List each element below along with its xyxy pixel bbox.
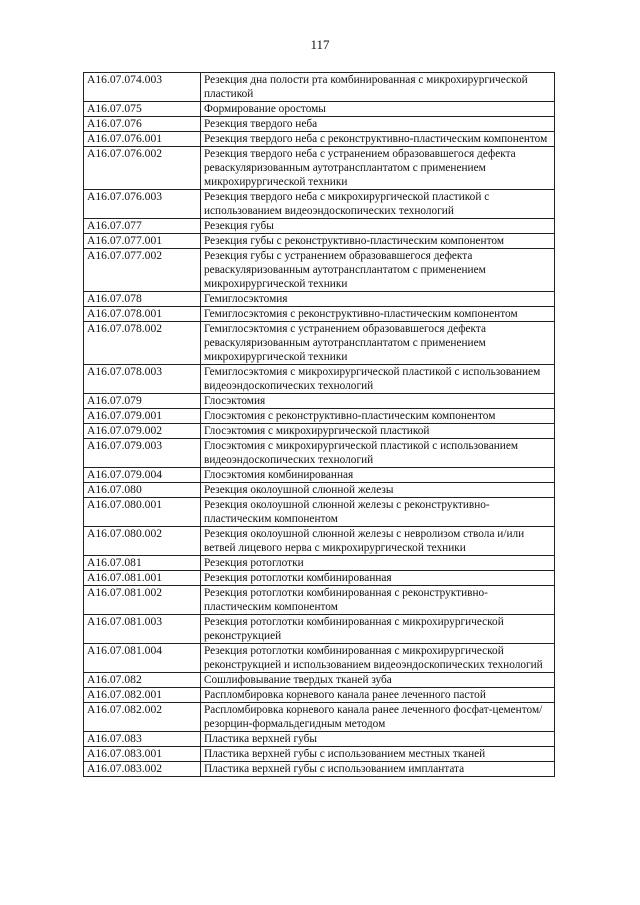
table-row bbox=[84, 365, 555, 394]
service-code-cell: A16.07.078 bbox=[84, 292, 201, 307]
service-name-cell: Резекция губы bbox=[201, 219, 555, 234]
table-row bbox=[84, 292, 555, 307]
table-row bbox=[84, 615, 555, 644]
service-name-cell: Резекция ротоглотки комбинированная с микрохирургической реконструкцией и использованием видеоэндоскопических технологий bbox=[201, 644, 555, 673]
table-row bbox=[84, 644, 555, 673]
table-row bbox=[84, 424, 555, 439]
table-row bbox=[84, 409, 555, 424]
service-code-cell: A16.07.079.002 bbox=[84, 424, 201, 439]
service-name-cell: Резекция твердого неба bbox=[201, 117, 555, 132]
service-code-cell: A16.07.077.002 bbox=[84, 249, 201, 292]
service-code-cell: A16.07.081.001 bbox=[84, 571, 201, 586]
service-name-cell: Глосэктомия с реконструктивно-пластическим компонентом bbox=[201, 409, 555, 424]
service-code-cell: A16.07.081.002 bbox=[84, 586, 201, 615]
service-name-cell: Пластика верхней губы с использованием имплантата bbox=[201, 762, 555, 777]
table-row bbox=[84, 673, 555, 688]
service-name-cell: Резекция ротоглотки комбинированная с реконструктивно-пластическим компонентом bbox=[201, 586, 555, 615]
table-row bbox=[84, 527, 555, 556]
service-code-cell: A16.07.076.003 bbox=[84, 190, 201, 219]
table-row bbox=[84, 249, 555, 292]
service-code-cell: A16.07.082 bbox=[84, 673, 201, 688]
service-name-cell: Резекция ротоглотки комбинированная с микрохирургической реконструкцией bbox=[201, 615, 555, 644]
table-row bbox=[84, 132, 555, 147]
service-code-cell: A16.07.077 bbox=[84, 219, 201, 234]
service-name-cell: Гемиглосэктомия с микрохирургической пластикой с использованием видеоэндоскопических технологий bbox=[201, 365, 555, 394]
table-row bbox=[84, 439, 555, 468]
service-code-cell: A16.07.083 bbox=[84, 732, 201, 747]
service-name-cell: Гемиглосэктомия с устранением образовавшегося дефекта реваскуляризованным аутотрансплантатом с применением микрохирургической техники bbox=[201, 322, 555, 365]
service-name-cell: Сошлифовывание твердых тканей зуба bbox=[201, 673, 555, 688]
table-row bbox=[84, 586, 555, 615]
service-name-cell: Глосэктомия с микрохирургической пластикой bbox=[201, 424, 555, 439]
service-code-cell: A16.07.081 bbox=[84, 556, 201, 571]
table-row bbox=[84, 322, 555, 365]
table-row bbox=[84, 703, 555, 732]
table-body bbox=[84, 73, 555, 777]
service-code-cell: A16.07.079.001 bbox=[84, 409, 201, 424]
service-name-cell: Глосэктомия с микрохирургической пластикой с использованием видеоэндоскопических технологий bbox=[201, 439, 555, 468]
service-code-cell: A16.07.078.001 bbox=[84, 307, 201, 322]
service-code-cell: A16.07.078.003 bbox=[84, 365, 201, 394]
service-code-cell: A16.07.079.003 bbox=[84, 439, 201, 468]
service-code-cell: A16.07.079 bbox=[84, 394, 201, 409]
service-code-cell: A16.07.074.003 bbox=[84, 73, 201, 102]
table-row bbox=[84, 498, 555, 527]
service-codes-table bbox=[83, 72, 555, 777]
service-name-cell: Гемиглосэктомия bbox=[201, 292, 555, 307]
service-name-cell: Распломбировка корневого канала ранее леченного пастой bbox=[201, 688, 555, 703]
service-code-cell: A16.07.083.001 bbox=[84, 747, 201, 762]
table-row bbox=[84, 556, 555, 571]
table-row bbox=[84, 394, 555, 409]
service-name-cell: Резекция губы с устранением образовавшегося дефекта реваскуляризованным аутотрансплантатом с применением микрохирургической техники bbox=[201, 249, 555, 292]
table-row bbox=[84, 762, 555, 777]
service-name-cell: Резекция околоушной слюнной железы с реконструктивно-пластическим компонентом bbox=[201, 498, 555, 527]
service-code-cell: A16.07.076.001 bbox=[84, 132, 201, 147]
table-row bbox=[84, 571, 555, 586]
table-row bbox=[84, 688, 555, 703]
table-row bbox=[84, 468, 555, 483]
service-code-cell: A16.07.078.002 bbox=[84, 322, 201, 365]
service-name-cell: Гемиглосэктомия с реконструктивно-пластическим компонентом bbox=[201, 307, 555, 322]
service-code-cell: A16.07.077.001 bbox=[84, 234, 201, 249]
table-row bbox=[84, 747, 555, 762]
page-number: 117 bbox=[310, 37, 330, 52]
service-name-cell: Резекция твердого неба с микрохирургической пластикой с использованием видеоэндоскопических технологий bbox=[201, 190, 555, 219]
table-row bbox=[84, 73, 555, 102]
table-row bbox=[84, 190, 555, 219]
service-name-cell: Резекция ротоглотки bbox=[201, 556, 555, 571]
service-name-cell: Распломбировка корневого канала ранее леченного фосфат-цементом/ резорцин-формальдегидным методом bbox=[201, 703, 555, 732]
service-name-cell: Резекция ротоглотки комбинированная bbox=[201, 571, 555, 586]
table-row bbox=[84, 483, 555, 498]
service-code-cell: A16.07.080.002 bbox=[84, 527, 201, 556]
service-code-cell: A16.07.076.002 bbox=[84, 147, 201, 190]
service-code-cell: A16.07.081.003 bbox=[84, 615, 201, 644]
table-row bbox=[84, 307, 555, 322]
table-row bbox=[84, 219, 555, 234]
service-code-cell: A16.07.079.004 bbox=[84, 468, 201, 483]
service-code-cell: A16.07.082.002 bbox=[84, 703, 201, 732]
service-code-cell: A16.07.075 bbox=[84, 102, 201, 117]
service-name-cell: Резекция твердого неба с реконструктивно-пластическим компонентом bbox=[201, 132, 555, 147]
table-row bbox=[84, 102, 555, 117]
service-name-cell: Пластика верхней губы с использованием местных тканей bbox=[201, 747, 555, 762]
service-code-cell: A16.07.080.001 bbox=[84, 498, 201, 527]
table-row bbox=[84, 147, 555, 190]
service-code-cell: A16.07.083.002 bbox=[84, 762, 201, 777]
service-name-cell: Глосэктомия комбинированная bbox=[201, 468, 555, 483]
service-name-cell: Резекция дна полости рта комбинированная с микрохирургической пластикой bbox=[201, 73, 555, 102]
service-name-cell: Резекция твердого неба с устранением образовавшегося дефекта реваскуляризованным аутотрансплантатом с применением микрохирургической техники bbox=[201, 147, 555, 190]
table-row bbox=[84, 117, 555, 132]
service-name-cell: Глосэктомия bbox=[201, 394, 555, 409]
table-row bbox=[84, 732, 555, 747]
service-code-cell: A16.07.082.001 bbox=[84, 688, 201, 703]
service-name-cell: Резекция губы с реконструктивно-пластическим компонентом bbox=[201, 234, 555, 249]
service-code-cell: A16.07.080 bbox=[84, 483, 201, 498]
table-row bbox=[84, 234, 555, 249]
service-name-cell: Резекция околоушной слюнной железы bbox=[201, 483, 555, 498]
service-name-cell: Формирование оростомы bbox=[201, 102, 555, 117]
service-name-cell: Резекция околоушной слюнной железы с невролизом ствола и/или ветвей лицевого нерва с микрохирургической техники bbox=[201, 527, 555, 556]
service-code-cell: A16.07.076 bbox=[84, 117, 201, 132]
service-name-cell: Пластика верхней губы bbox=[201, 732, 555, 747]
service-code-cell: A16.07.081.004 bbox=[84, 644, 201, 673]
